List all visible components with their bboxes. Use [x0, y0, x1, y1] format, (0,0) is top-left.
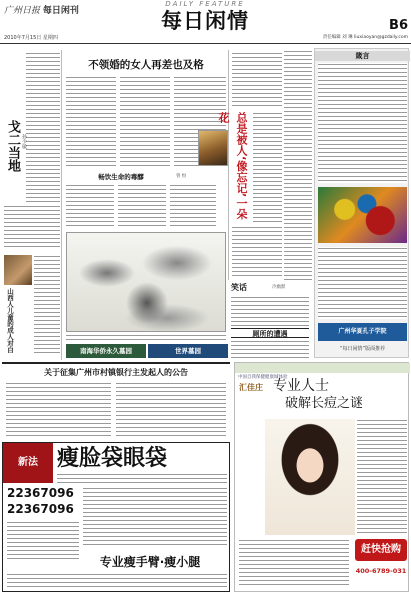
- acne-ad-body-2: [239, 539, 349, 587]
- masthead: [0, 0, 411, 44]
- editor-line: [262, 34, 408, 42]
- confucius-ad: [318, 323, 407, 341]
- beauty-ad: [2, 442, 230, 592]
- main-body-col2: [120, 76, 170, 168]
- humor-sub: 冷幽默: [272, 285, 286, 290]
- vertical-headline: 总是被人‘像忘记’一朵花: [217, 112, 248, 220]
- toilet-body: [231, 340, 309, 358]
- beauty-ad-footer: [7, 573, 227, 589]
- acne-ad-badge: 赶快抢购: [355, 539, 407, 561]
- editor-email: liuxiaoyan@gzdaily.com: [354, 35, 408, 40]
- acne-ad-headline: 破解长痘之谜: [285, 396, 364, 411]
- humor-title: 笑话: [231, 283, 247, 292]
- acne-ad: [234, 362, 409, 592]
- beauty-ad-brand: 新法: [18, 457, 38, 468]
- supplement-name: 每日闲刊: [42, 6, 79, 16]
- left-headline: 戈二当地: [5, 120, 20, 172]
- left-body-text-2: [4, 205, 60, 250]
- acne-ad-tagline: 专业人士: [273, 378, 329, 394]
- left-byline: 孙少敏: [21, 134, 27, 149]
- vertical-body-side: [253, 112, 282, 222]
- main-body-col1: [66, 76, 116, 168]
- sidebar-body-2: [318, 247, 407, 319]
- acne-ad-body: [357, 419, 407, 535]
- main-headline: 不领婚的女人再差也及格: [88, 59, 204, 71]
- beauty-ad-brand-block: [3, 443, 53, 483]
- world-cemetery-ad-text: 世界墓园: [175, 347, 201, 355]
- sidebar-body-1: [318, 63, 407, 183]
- beauty-ad-details: [7, 521, 79, 561]
- feature-photo: [198, 130, 228, 166]
- paper-name: 广州日报: [4, 6, 41, 16]
- vertical-article: [217, 50, 282, 280]
- bank-notice: [2, 362, 230, 440]
- ink-painting: [66, 232, 226, 332]
- acne-ad-top-strip: [235, 363, 410, 380]
- left-body-text-3: [34, 255, 60, 355]
- confucius-ad-title: 广州华夏孔子学院: [338, 328, 387, 335]
- drink-body-col3: [170, 184, 216, 228]
- vertical-body-bottom: [232, 226, 282, 276]
- section-title: 每日闲情: [161, 9, 249, 33]
- child-photo: [4, 255, 32, 285]
- notice-headline: 关于征集广州市村镇银行主发起人的公告: [44, 368, 188, 377]
- paper-logo: [4, 4, 84, 18]
- beauty-ad-slogan: 专业瘦手臂·瘦小腿: [99, 555, 201, 569]
- beauty-ad-subhead: [57, 473, 227, 483]
- drink-headline: 畅饮生命的毒醪: [98, 173, 144, 181]
- beauty-ad-body: [83, 487, 227, 547]
- beauty-ad-headline: 瘦脸袋眼袋: [57, 446, 168, 471]
- sidebar-title: 箴言: [315, 51, 410, 61]
- beauty-ad-phone-2: 22367096: [7, 502, 74, 516]
- editor-name: 责任编辑 刘 琳: [322, 35, 353, 40]
- toilet-headline: 厕所的遭遇: [231, 328, 309, 338]
- world-cemetery-ad: [148, 344, 228, 358]
- page-number: B6: [389, 18, 408, 33]
- sidebar-ad-subtitle: “每日闲情”版面推荐: [339, 346, 386, 352]
- notice-body-2: [116, 382, 226, 438]
- drink-body-col2: [118, 184, 166, 228]
- left-body-text: [26, 52, 60, 202]
- drink-body-col1: [66, 184, 114, 228]
- painting-caption: [66, 334, 226, 342]
- humor-body: [231, 296, 309, 326]
- vertical-body-top: [232, 52, 282, 108]
- sidebar-art: [318, 187, 407, 243]
- left-second-headline: 山西人儿童的成人对白: [6, 288, 14, 353]
- drink-article: [66, 172, 216, 230]
- acne-ad-strip-text: 中国自我保健健康城体验: [238, 375, 288, 380]
- acne-ad-brand: 汇佳庄: [239, 383, 263, 392]
- acne-ad-phone: 400-6789-031: [355, 567, 407, 575]
- left-column: [2, 50, 62, 360]
- cemetery-ad-text: 南海华侨永久墓园: [80, 347, 132, 355]
- cemetery-ad: [66, 344, 146, 358]
- date-line: 2010年7月15日 星期四: [4, 35, 58, 41]
- right-sidebar: [314, 48, 409, 358]
- drink-byline: 曾 恒: [176, 174, 187, 179]
- notice-body-1: [6, 382, 111, 438]
- humor-headline: [231, 282, 271, 294]
- middle-body-text: [284, 50, 312, 280]
- beauty-ad-phone-1: 22367096: [7, 486, 74, 500]
- english-title: DAILY FEATURE: [165, 0, 245, 8]
- humor-section: [228, 282, 312, 358]
- model-photo: [265, 419, 355, 535]
